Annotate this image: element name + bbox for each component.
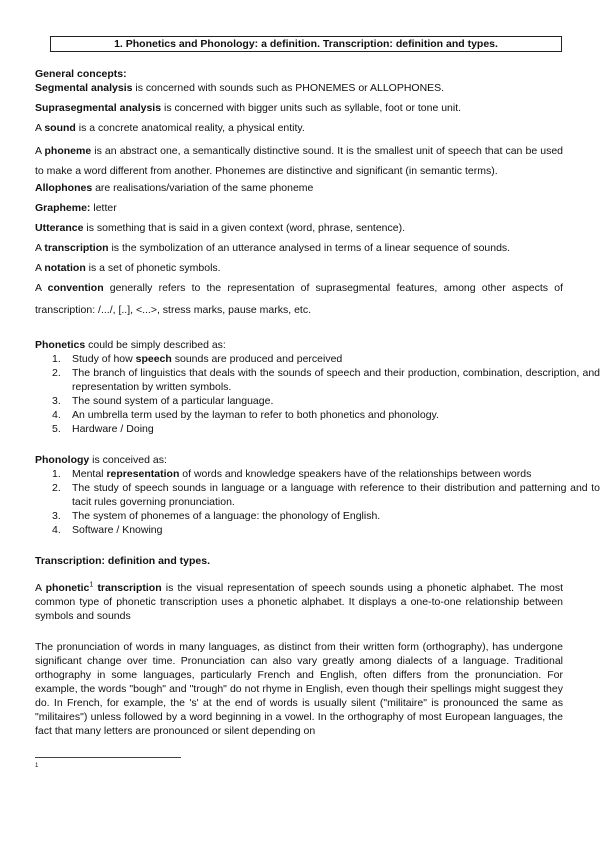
list-item: 2. The branch of linguistics that deals with the sounds of speech and their production, combination, description, and representation by written symbols. bbox=[52, 367, 600, 393]
transcription-heading: Transcription: definition and types. bbox=[35, 555, 211, 567]
list-item: 5. Hardware / Doing bbox=[52, 423, 154, 435]
def-allophones: Allophones are realisations/variation of the same phoneme bbox=[35, 182, 314, 194]
phonetics-list bbox=[35, 352, 600, 436]
list-item: 2. The study of speech sounds in language or a language with reference to their distribution and patterning and to tacit rules governing pronunciation. bbox=[52, 482, 600, 508]
list-item: 1. Mental representation of words and knowledge speakers have of the relationships between words bbox=[52, 468, 532, 480]
list-item: 3. The system of phonemes of a language: the phonology of English. bbox=[52, 510, 381, 522]
list-item: 4. Software / Knowing bbox=[52, 524, 163, 536]
footnote-separator bbox=[35, 757, 181, 758]
def-segmental: Segmental analysis is concerned with sounds such as PHONEMES or ALLOPHONES. bbox=[35, 82, 445, 94]
phonetics-intro: Phonetics could be simply described as: bbox=[35, 339, 226, 351]
list-item: 4. An umbrella term used by the layman to refer to both phonetics and phonology. bbox=[52, 409, 439, 421]
section-title: 1. Phonetics and Phonology: a definition. Transcription: definition and types. bbox=[50, 36, 562, 52]
def-suprasegmental: Suprasegmental analysis is concerned with bigger units such as syllable, foot or tone unit. bbox=[35, 102, 462, 114]
def-sound: A sound is a concrete anatomical reality, a physical entity. bbox=[35, 122, 305, 134]
transcription-para-2: The pronunciation of words in many languages, as distinct from their written form (orthography), has undergone significant change over time. Pronunciation can also vary greatly among dialects of a language. Traditional orthography in some languages, particularly French and English, often differs from the pronunciation. For example, the words "bough" and "trough" do not rhyme in English, even though their spellings might suggest they do. In French, for example, the 's' at the end of words is usually silent ("militaire" is pronounced the same as "militaires") unless followed by a word beginning in a vowel. In the orthography of most European languages, the fact that many letters are pronounced or silent depending on bbox=[35, 641, 563, 737]
def-notation: A notation is a set of phonetic symbols. bbox=[35, 262, 221, 274]
footnote-number: 1 bbox=[35, 763, 39, 769]
general-concepts-heading: General concepts: bbox=[35, 68, 127, 80]
list-item: 1. Study of how speech sounds are produced and perceived bbox=[52, 353, 343, 365]
def-convention: A convention generally refers to the representation of suprasegmental features, among other aspects of transcription: /.../, [..], <...>, stress marks, pause marks, etc. bbox=[35, 282, 563, 316]
phonology-intro: Phonology is conceived as: bbox=[35, 454, 167, 466]
def-utterance: Utterance is something that is said in a given context (word, phrase, sentence). bbox=[35, 222, 406, 234]
list-item: 3. The sound system of a particular language. bbox=[52, 395, 274, 407]
transcription-para-1: A phonetic$^1$ transcription is the visual representation of speech sounds using a phonetic alphabet. The most common type of phonetic transcription uses a phonetic alphabet. It displays a one-to-one relationship between symbols and sounds bbox=[35, 581, 564, 622]
def-phoneme: A phoneme is an abstract one, a semantically distinctive sound. It is the smallest unit of speech that can be used to make a word different from another. Phonemes are distinctive and significant (in semantic terms). bbox=[35, 145, 564, 177]
def-transcription: A transcription is the symbolization of an utterance analysed in terms of a linear sequence of sounds. bbox=[35, 242, 511, 254]
phonology-list bbox=[35, 467, 600, 537]
def-grapheme: Grapheme: letter bbox=[35, 202, 117, 214]
